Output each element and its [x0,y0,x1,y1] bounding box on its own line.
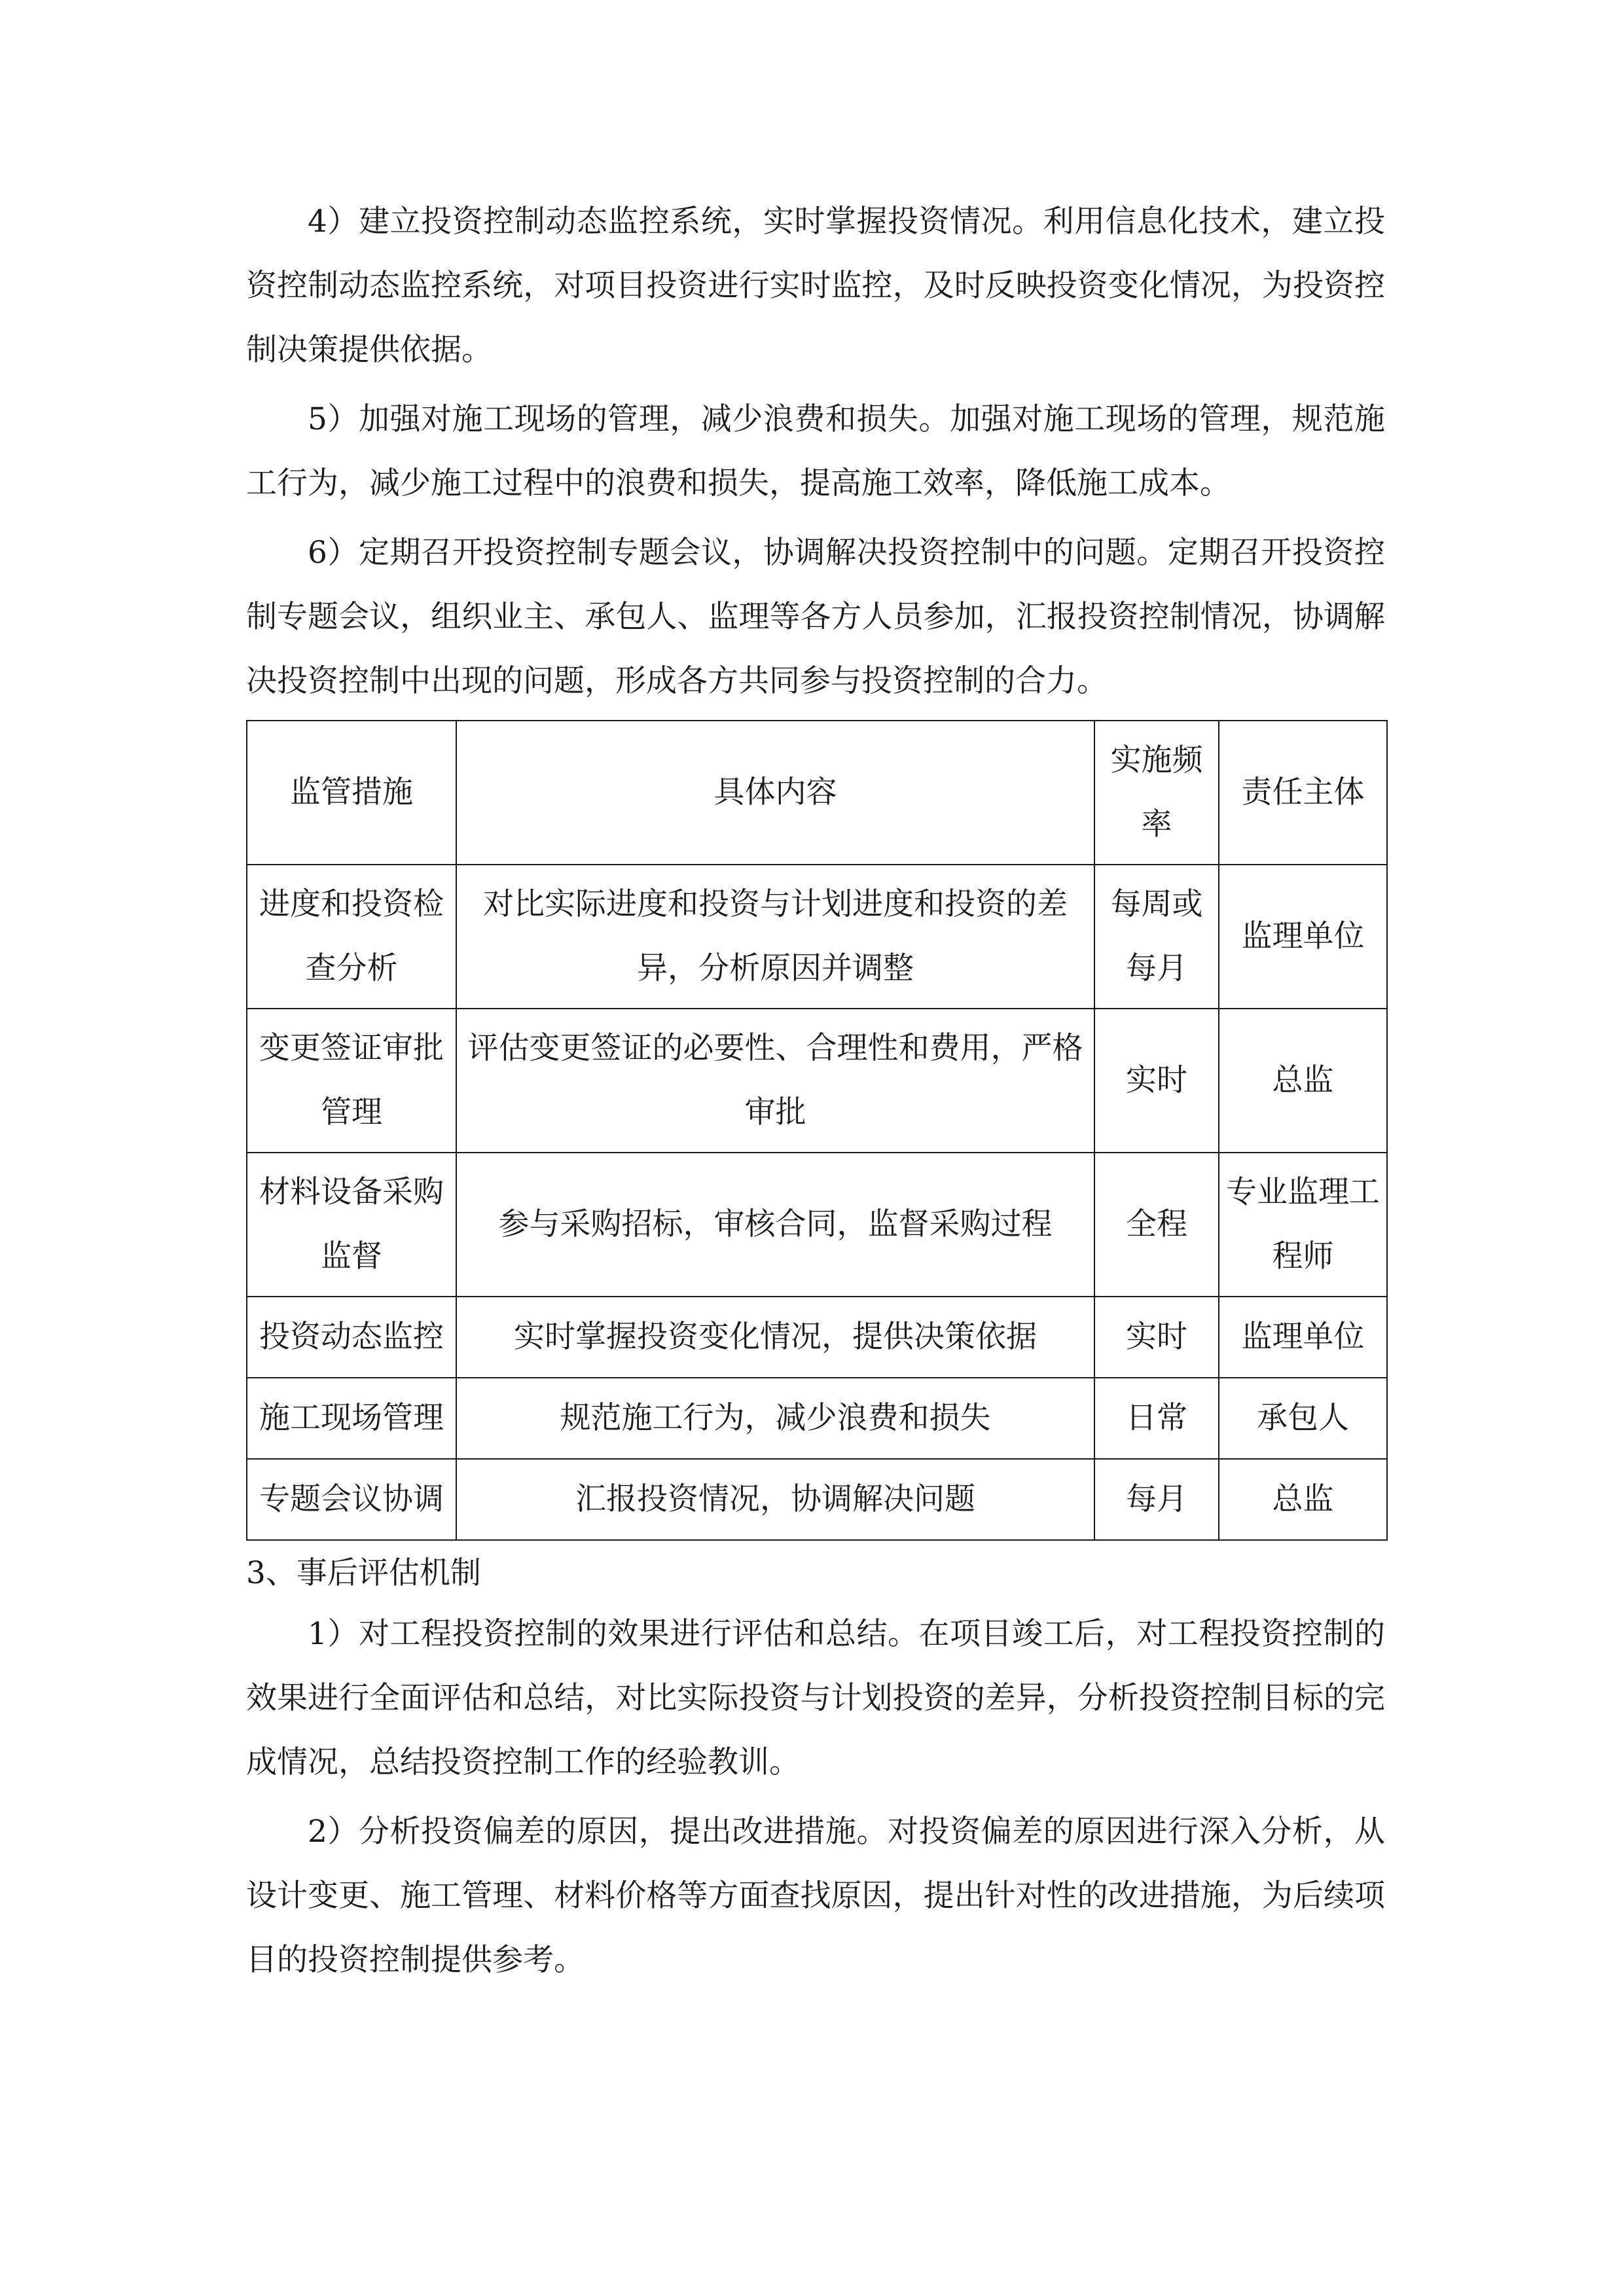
cell-responsible: 专业监理工程师 [1219,1153,1387,1297]
header-measure: 监管措施 [247,721,456,865]
table-row [247,1009,1387,1153]
cell-responsible: 监理单位 [1219,865,1387,1009]
cell-measure: 专题会议协调 [247,1459,456,1540]
table-row [247,1297,1387,1378]
cell-measure: 投资动态监控 [247,1297,456,1378]
cell-measure: 进度和投资检查分析 [247,865,456,1009]
section-heading: 3、事后评估机制 [246,1555,481,1591]
document-page [246,190,1385,1998]
table-row [247,1153,1387,1297]
cell-content: 规范施工行为，减少浪费和损失 [456,1378,1094,1459]
cell-content: 评估变更签证的必要性、合理性和费用，严格审批 [456,1009,1094,1153]
table-header-row [247,721,1387,865]
cell-frequency: 日常 [1094,1378,1219,1459]
supervision-measures-table [246,720,1388,1541]
cell-responsible: 总监 [1219,1459,1387,1540]
cell-frequency: 实时 [1094,1297,1219,1378]
header-frequency: 实施频率 [1094,721,1219,865]
paragraph-measure-6: 6）定期召开投资控制专题会议，协调解决投资控制中的问题。定期召开投资控制专题会议，组织业主、承包人、监理等各方人员参加，汇报投资控制情况，协调解决投资控制中出现的问题，形成各方共同参与投资控制的合力。 [246,535,1385,699]
cell-measure: 变更签证审批管理 [247,1009,456,1153]
cell-measure: 施工现场管理 [247,1378,456,1459]
cell-frequency: 每月 [1094,1459,1219,1540]
table-row [247,865,1387,1009]
paragraph-measure-4: 4）建立投资控制动态监控系统，实时掌握投资情况。利用信息化技术，建立投资控制动态监控系统，对项目投资进行实时监控，及时反映投资变化情况，为投资控制决策提供依据。 [246,204,1385,368]
cell-frequency: 全程 [1094,1153,1219,1297]
cell-responsible: 监理单位 [1219,1297,1387,1378]
cell-content: 对比实际进度和投资与计划进度和投资的差异，分析原因并调整 [456,865,1094,1009]
paragraph-evaluation-2: 2）分析投资偏差的原因，提出改进措施。对投资偏差的原因进行深入分析，从设计变更、施工管理、材料价格等方面查找原因，提出针对性的改进措施，为后续项目的投资控制提供参考。 [246,1814,1385,1978]
cell-responsible: 承包人 [1219,1378,1387,1459]
cell-frequency: 每周或每月 [1094,865,1219,1009]
header-responsible: 责任主体 [1219,721,1387,865]
cell-content: 实时掌握投资变化情况，提供决策依据 [456,1297,1094,1378]
paragraph-measure-5: 5）加强对施工现场的管理，减少浪费和损失。加强对施工现场的管理，规范施工行为，减少施工过程中的浪费和损失，提高施工效率，降低施工成本。 [246,401,1385,501]
paragraph-evaluation-1: 1）对工程投资控制的效果进行评估和总结。在项目竣工后，对工程投资控制的效果进行全面评估和总结，对比实际投资与计划投资的差异，分析投资控制目标的完成情况，总结投资控制工作的经验教训。 [246,1616,1385,1780]
cell-measure: 材料设备采购监督 [247,1153,456,1297]
table-row [247,1459,1387,1540]
header-content: 具体内容 [456,721,1094,865]
table-row [247,1378,1387,1459]
cell-frequency: 实时 [1094,1009,1219,1153]
cell-content: 汇报投资情况，协调解决问题 [456,1459,1094,1540]
cell-content: 参与采购招标，审核合同，监督采购过程 [456,1153,1094,1297]
cell-responsible: 总监 [1219,1009,1387,1153]
